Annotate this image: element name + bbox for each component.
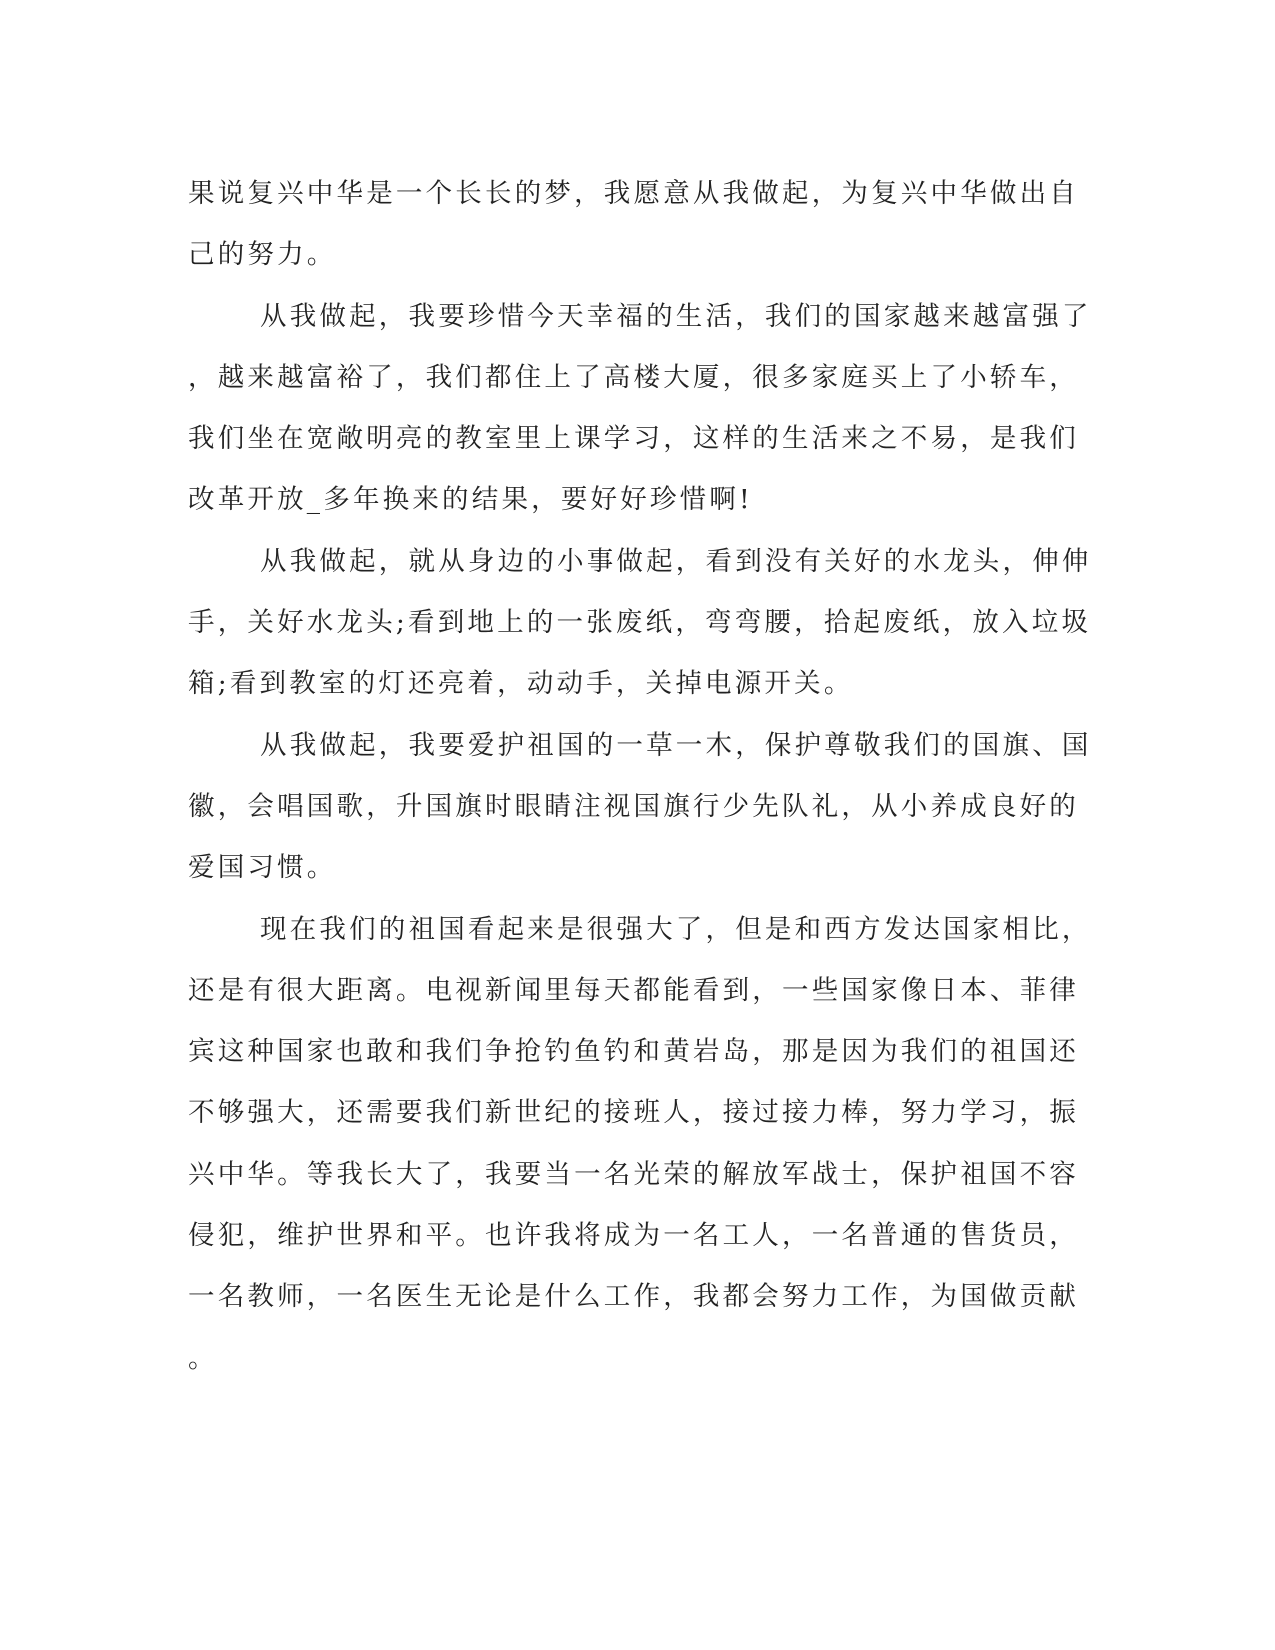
text-line: 宾这种国家也敢和我们争抢钓鱼钓和黄岩岛，那是因为我们的祖国还 bbox=[188, 1036, 1079, 1068]
text-line: 徽，会唱国歌，升国旗时眼睛注视国旗行少先队礼，从小养成良好的 bbox=[188, 790, 1079, 822]
text-line: 侵犯，维护世界和平。也许我将成为一名工人，一名普通的售货员， bbox=[188, 1220, 1079, 1252]
paragraph-first-line: 现在我们的祖国看起来是很强大了，但是和西方发达国家相比， bbox=[260, 913, 1092, 945]
text-line: 我们坐在宽敞明亮的教室里上课学习，这样的生活来之不易，是我们 bbox=[188, 423, 1079, 455]
text-line: 兴中华。等我长大了，我要当一名光荣的解放军战士，保护祖国不容 bbox=[188, 1158, 1079, 1190]
text-line: ，越来越富裕了，我们都住上了高楼大厦，很多家庭买上了小轿车， bbox=[188, 361, 1079, 393]
text-line: 不够强大，还需要我们新世纪的接班人，接过接力棒，努力学习，振 bbox=[188, 1097, 1079, 1129]
text-line: 。 bbox=[188, 1342, 218, 1374]
text-line: 还是有很大距离。电视新闻里每天都能看到，一些国家像日本、菲律 bbox=[188, 974, 1079, 1006]
text-line: 一名教师，一名医生无论是什么工作，我都会努力工作，为国做贡献 bbox=[188, 1281, 1079, 1313]
text-line: 箱;看到教室的灯还亮着，动动手，关掉电源开关。 bbox=[188, 668, 854, 700]
paragraph-first-line: 从我做起，就从身边的小事做起，看到没有关好的水龙头，伸伸 bbox=[260, 545, 1092, 577]
body-text bbox=[188, 163, 1092, 1389]
text-line: 手，关好水龙头;看到地上的一张废纸，弯弯腰，拾起废纸，放入垃圾 bbox=[188, 607, 1092, 639]
text-line: 爱国习惯。 bbox=[188, 852, 337, 884]
text-line: 改革开放_多年换来的结果，要好好珍惜啊! bbox=[188, 484, 753, 516]
paragraph-first-line: 从我做起，我要珍惜今天幸福的生活，我们的国家越来越富强了 bbox=[260, 300, 1092, 332]
paragraph-first-line: 从我做起，我要爱护祖国的一草一木，保护尊敬我们的国旗、国 bbox=[260, 729, 1092, 761]
text-line: 果说复兴中华是一个长长的梦，我愿意从我做起，为复兴中华做出自 bbox=[188, 178, 1079, 209]
text-line: 己的努力。 bbox=[188, 239, 337, 271]
